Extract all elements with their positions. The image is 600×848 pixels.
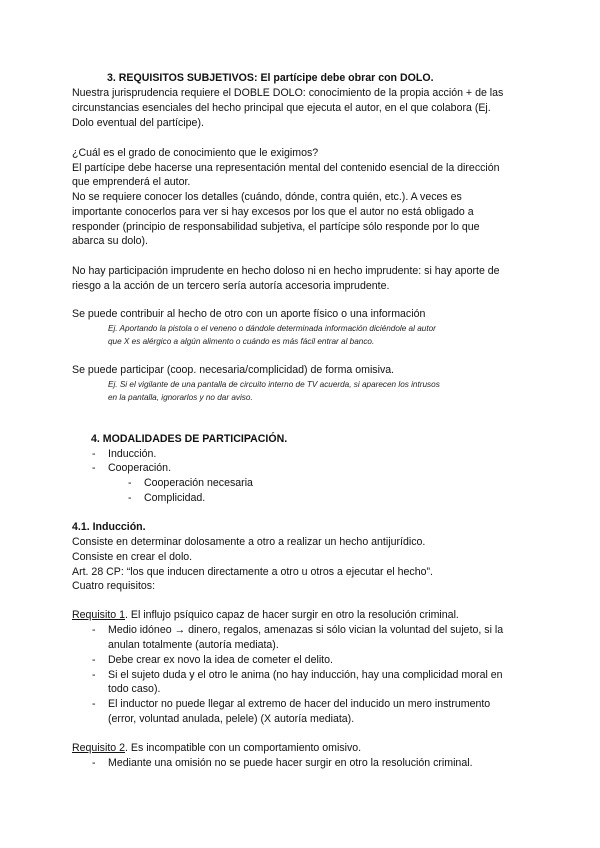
requisito-1-text: . El influjo psíquico capaz de hacer surgir en otro la resolución criminal. <box>125 609 459 621</box>
example-line: en la pantalla, ignorarlos y no dar aviso. <box>108 393 253 402</box>
requisito-2-label: Requisito 2 <box>72 742 125 754</box>
paragraph-line: Cuatro requisitos: <box>72 580 156 592</box>
example-line: Ej. Aportando la pistola o el veneno o dándole determinada información diciéndole al autor <box>108 324 436 333</box>
list-dash: - <box>128 492 132 504</box>
paragraph-line: Consiste en determinar dolosamente a otro a realizar un hecho antijurídico. <box>72 536 426 548</box>
list-dash: - <box>92 757 96 769</box>
bullet-line: (error, voluntad anulada, pelele) (X autoría mediata). <box>108 713 355 725</box>
requisito-1-label: Requisito 1 <box>72 609 125 621</box>
bullet-line: Mediante una omisión no se puede hacer surgir en otro la resolución criminal. <box>108 757 473 769</box>
list-dash: - <box>92 654 96 666</box>
list-dash: - <box>92 669 96 681</box>
requisito-1-line <box>72 608 459 623</box>
section-4-1-heading: 4.1. Inducción. <box>72 521 146 533</box>
sub-list-item: Complicidad. <box>144 492 206 504</box>
example-line: Ej. Si el vigilante de una pantalla de circuito interno de TV acuerda, si aparecen los intrusos <box>108 380 440 389</box>
requisito-2-line <box>72 741 361 756</box>
paragraph-line: riesgo a la acción de un tercero sería autoría accesoria imprudente. <box>72 280 390 292</box>
list-item: Cooperación. <box>108 462 172 474</box>
paragraph-line: No se requiere conocer los detalles (cuándo, dónde, contra quién, etc.). A veces es <box>72 191 462 203</box>
list-dash: - <box>92 698 96 710</box>
bullet-line: anulan totalmente (autoría mediata). <box>108 639 279 651</box>
paragraph-line: abarca su dolo). <box>72 235 148 247</box>
list-dash: - <box>92 462 96 474</box>
paragraph-line: Consiste en crear el dolo. <box>72 551 193 563</box>
paragraph-line: Se puede contribuir al hecho de otro con un aporte físico o una información <box>72 308 426 320</box>
list-dash: - <box>92 448 96 460</box>
question-line: ¿Cuál es el grado de conocimiento que le exigimos? <box>72 147 319 159</box>
paragraph-line: Art. 28 CP: “los que inducen directamente a otro u otros a ejecutar el hecho”. <box>72 566 433 578</box>
paragraph-line: que emprenderá el autor. <box>72 176 191 188</box>
list-item: Inducción. <box>108 448 157 460</box>
section-4-heading: 4. MODALIDADES DE PARTICIPACIÓN. <box>91 433 288 445</box>
paragraph-line: circunstancias esenciales del hecho principal que ejecuta el autor, en el que colabora (Ej. <box>72 102 491 114</box>
paragraph-line: Dolo eventual del partícipe). <box>72 117 204 129</box>
paragraph-line: No hay participación imprudente en hecho doloso ni en hecho imprudente: si hay aporte de <box>72 265 500 277</box>
bullet-line: todo caso). <box>108 683 161 695</box>
bullet-line: El inductor no puede llegar al extremo de hacer del inducido un mero instrumento <box>108 698 491 710</box>
section-3-heading: 3. REQUISITOS SUBJETIVOS: El partícipe debe obrar con DOLO. <box>107 72 434 84</box>
list-dash: - <box>92 624 96 636</box>
example-line: que X es alérgico a algún alimento o cuándo es más fácil entrar al banco. <box>108 337 375 346</box>
paragraph-line: importante conocerlos para ver si hay excesos por los que el autor no está obligado a <box>72 206 474 218</box>
paragraph-line: Nuestra jurisprudencia requiere el DOBLE DOLO: conocimiento de la propia acción + de las <box>72 87 504 99</box>
bullet-line: Medio idóneo → dinero, regalos, amenazas si sólo vician la voluntad del sujeto, si la <box>108 624 504 636</box>
paragraph-line: El partícipe debe hacerse una representación mental del contenido esencial de la dirección <box>72 162 500 174</box>
list-dash: - <box>128 477 132 489</box>
bullet-line: Si el sujeto duda y el otro le anima (no hay inducción, hay una complicidad moral en <box>108 669 503 681</box>
paragraph-line: responder (principio de responsabilidad subjetiva, el partícipe sólo responde por lo que <box>72 221 480 233</box>
requisito-2-text: . Es incompatible con un comportamiento omisivo. <box>125 742 362 754</box>
bullet-line: Debe crear ex novo la idea de cometer el delito. <box>108 654 333 666</box>
paragraph-line: Se puede participar (coop. necesaria/complicidad) de forma omisiva. <box>72 364 395 376</box>
sub-list-item: Cooperación necesaria <box>144 477 253 489</box>
